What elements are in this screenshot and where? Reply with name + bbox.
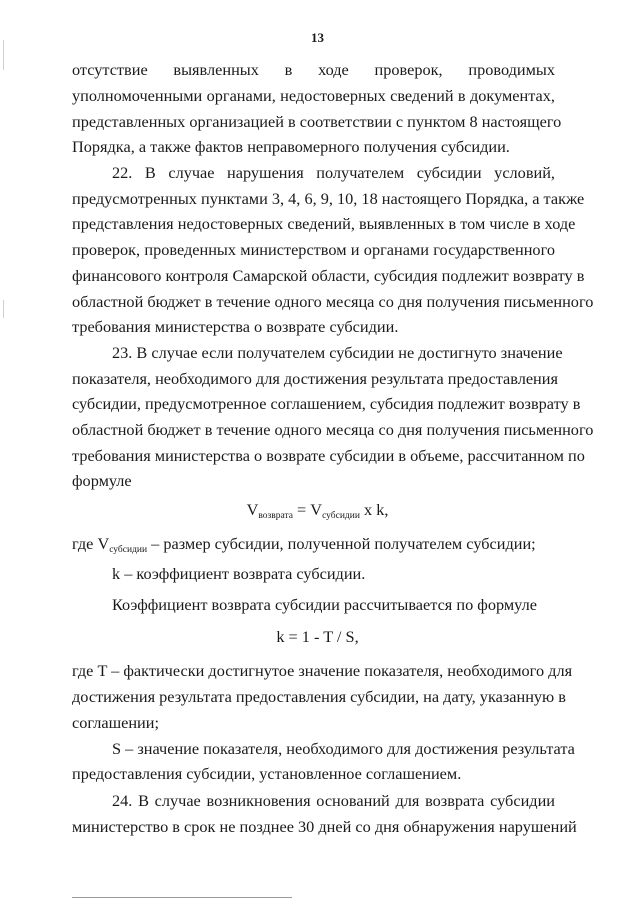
text-line: представленных организацией в соответствии с пунктом 8 настоящего [72,112,562,131]
formula-coefficient: k = 1 - T / S, [276,627,359,646]
scan-edge-mark [3,40,4,70]
text-line: формуле [72,471,132,490]
definition-v [72,534,555,554]
text-line: 22. В случае нарушения получателем субсидии условий, [112,163,555,182]
formula-tail: x k, [359,500,389,519]
text-line: субсидии, предусмотренное соглашением, субсидия подлежит возврату в [72,394,581,413]
text-line: требования министерства о возврате субсидии в объеме, рассчитанном по [72,446,585,465]
definition-v-sub: субсидии [109,545,148,555]
text-line: 23. В случае если получателем субсидии не достигнуто значение [112,343,563,362]
text-line: предоставления субсидии, установленное соглашением. [72,764,462,783]
text-line: 24. В случае возникновения оснований для возврата субсидии [112,791,555,810]
text-line: S – значение показателя, необходимого для достижения результата [112,739,575,758]
formula-rhs: V [310,500,323,519]
formula-rhs-sub: субсидии [322,511,360,521]
text-line: областной бюджет в течение одного месяца со дня получения письменного [72,292,594,311]
text-line: уполномоченными органами, недостоверных сведений в документах, [72,86,555,105]
text-line: Порядка, а также фактов неправомерного получения субсидии. [72,137,510,156]
formula-lhs-sub: возврата [258,511,293,521]
text-line: показателя, необходимого для достижения результата предоставления [72,369,558,388]
text-line: министерство в срок не позднее 30 дней со дня обнаружения нарушений [72,817,577,836]
text-line: соглашении; [72,713,159,732]
text-line: достижения результата предоставления субсидии, на дату, указанную в [72,687,566,706]
page-number: 13 [311,30,324,45]
coefficient-intro: Коэффициент возврата субсидии рассчитывается по формуле [112,595,537,614]
text-line: где T – фактически достигнутое значение показателя, необходимого для [72,661,573,680]
text-line: представления недостоверных сведений, выявленных в том числе в ходе [72,214,576,233]
text-line: финансового контроля Самарской области, субсидия подлежит возврату в [72,266,585,285]
text-line: требования министерства о возврате субсидии. [72,317,399,336]
bottom-rule [72,897,292,898]
definition-v-pre: где V [72,534,110,553]
text-line: областной бюджет в течение одного месяца со дня получения письменного [72,420,594,439]
definition-k: k – коэффициент возврата субсидии. [112,564,366,583]
formula-return-volume [0,500,635,526]
text-line: предусмотренных пунктами 3, 4, 6, 9, 10, 18 настоящего Порядка, а также [72,189,585,208]
formula-lhs: V [246,500,259,519]
scan-edge-mark [3,300,4,318]
text-line: проверок, проведенных министерством и органами государственного [72,240,555,259]
text-line: отсутствие выявленных в ходе проверок, проводимых [72,60,555,79]
definition-v-post: – размер субсидии, полученной получателем субсидии; [147,534,536,553]
formula-eq: = [292,500,311,519]
